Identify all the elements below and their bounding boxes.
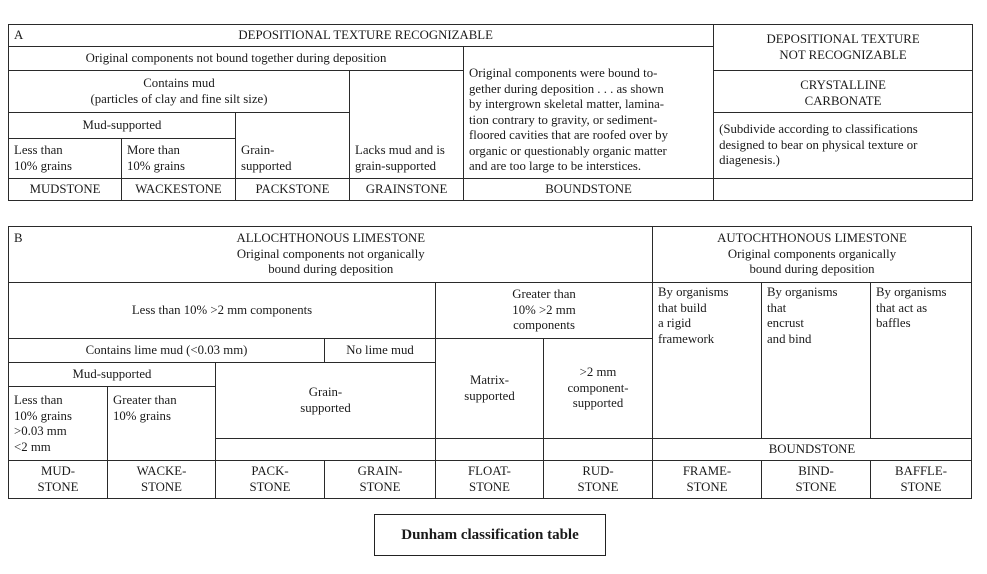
greater-than-10-mm-components: Greater than 10% >2 mm components bbox=[436, 283, 653, 339]
name-rud-stone: RUD- STONE bbox=[544, 461, 653, 499]
less-than-10-grains-a: Less than 10% grains bbox=[9, 139, 122, 179]
name-mudstone: MUDSTONE bbox=[9, 179, 122, 201]
grain-supported-b: Grain- supported bbox=[216, 363, 436, 439]
name-bind-stone: BIND- STONE bbox=[762, 461, 871, 499]
autochthonous-header: AUTOCHTHONOUS LIMESTONE Original components organically bound during deposition bbox=[653, 227, 972, 283]
crystalline-carbonate: CRYSTALLINE CARBONATE bbox=[714, 71, 973, 113]
name-grain-stone: GRAIN- STONE bbox=[325, 461, 436, 499]
name-boundstone: BOUNDSTONE bbox=[464, 179, 714, 201]
name-grainstone: GRAINSTONE bbox=[350, 179, 464, 201]
not-bound-header: Original components not bound together during deposition bbox=[9, 47, 464, 71]
lacks-mud: Lacks mud and is grain-supported bbox=[350, 71, 464, 179]
less-than-10-mm-components: Less than 10% >2 mm components bbox=[9, 283, 436, 339]
mud-supported-b: Mud-supported bbox=[9, 363, 216, 387]
contains-lime-mud: Contains lime mud (<0.03 mm) bbox=[9, 339, 325, 363]
name-wacke-stone: WACKE- STONE bbox=[108, 461, 216, 499]
recognizable-header: A DEPOSITIONAL TEXTURE RECOGNIZABLE bbox=[9, 25, 714, 47]
name-baffle-stone: BAFFLE- STONE bbox=[871, 461, 972, 499]
name-wackestone: WACKESTONE bbox=[122, 179, 236, 201]
greater-than-10-grains-b: Greater than 10% grains bbox=[108, 387, 216, 461]
framework-organisms: By organisms that build a rigid framework bbox=[653, 283, 762, 439]
matrix-supported: Matrix- supported bbox=[436, 339, 544, 439]
encrust-organisms: By organisms that encrust and bind bbox=[762, 283, 871, 439]
mud-supported-a: Mud-supported bbox=[9, 113, 236, 139]
name-pack-stone: PACK- STONE bbox=[216, 461, 325, 499]
name-frame-stone: FRAME- STONE bbox=[653, 461, 762, 499]
contains-mud: Contains mud (particles of clay and fine silt size) bbox=[9, 71, 350, 113]
allochthonous-header: B ALLOCHTHONOUS LIMESTONE Original components not organically bound during deposition bbox=[9, 227, 653, 283]
grain-supported-a: Grain- supported bbox=[236, 113, 350, 179]
caption: Dunham classification table bbox=[374, 514, 606, 556]
name-float-stone: FLOAT- STONE bbox=[436, 461, 544, 499]
bound-description: Original components were bound to- gether during deposition . . . as shown by intergrown skeletal matter, lamina- tion contrary to gravity, or sediment- floored cavities that are roofed over by organic or questionably organic matter and are too large to be interstices. bbox=[464, 47, 714, 179]
table-b-label: B bbox=[14, 231, 23, 246]
boundstone-b: BOUNDSTONE bbox=[653, 439, 972, 461]
more-than-10-grains-a: More than 10% grains bbox=[122, 139, 236, 179]
not-recognizable-header: DEPOSITIONAL TEXTURE NOT RECOGNIZABLE bbox=[714, 25, 973, 71]
less-than-10-grains-b: Less than 10% grains >0.03 mm <2 mm bbox=[9, 387, 108, 461]
name-mud-stone: MUD- STONE bbox=[9, 461, 108, 499]
baffle-organisms: By organisms that act as baffles bbox=[871, 283, 972, 439]
empty-cell bbox=[714, 179, 973, 201]
component-supported: >2 mm component- supported bbox=[544, 339, 653, 439]
table-a bbox=[8, 24, 973, 201]
subdivide-note: (Subdivide according to classifications designed to bear on physical texture or diagenesis.) bbox=[714, 113, 973, 179]
no-lime-mud: No lime mud bbox=[325, 339, 436, 363]
table-b bbox=[8, 226, 972, 499]
table-a-label: A bbox=[14, 27, 24, 42]
name-packstone: PACKSTONE bbox=[236, 179, 350, 201]
